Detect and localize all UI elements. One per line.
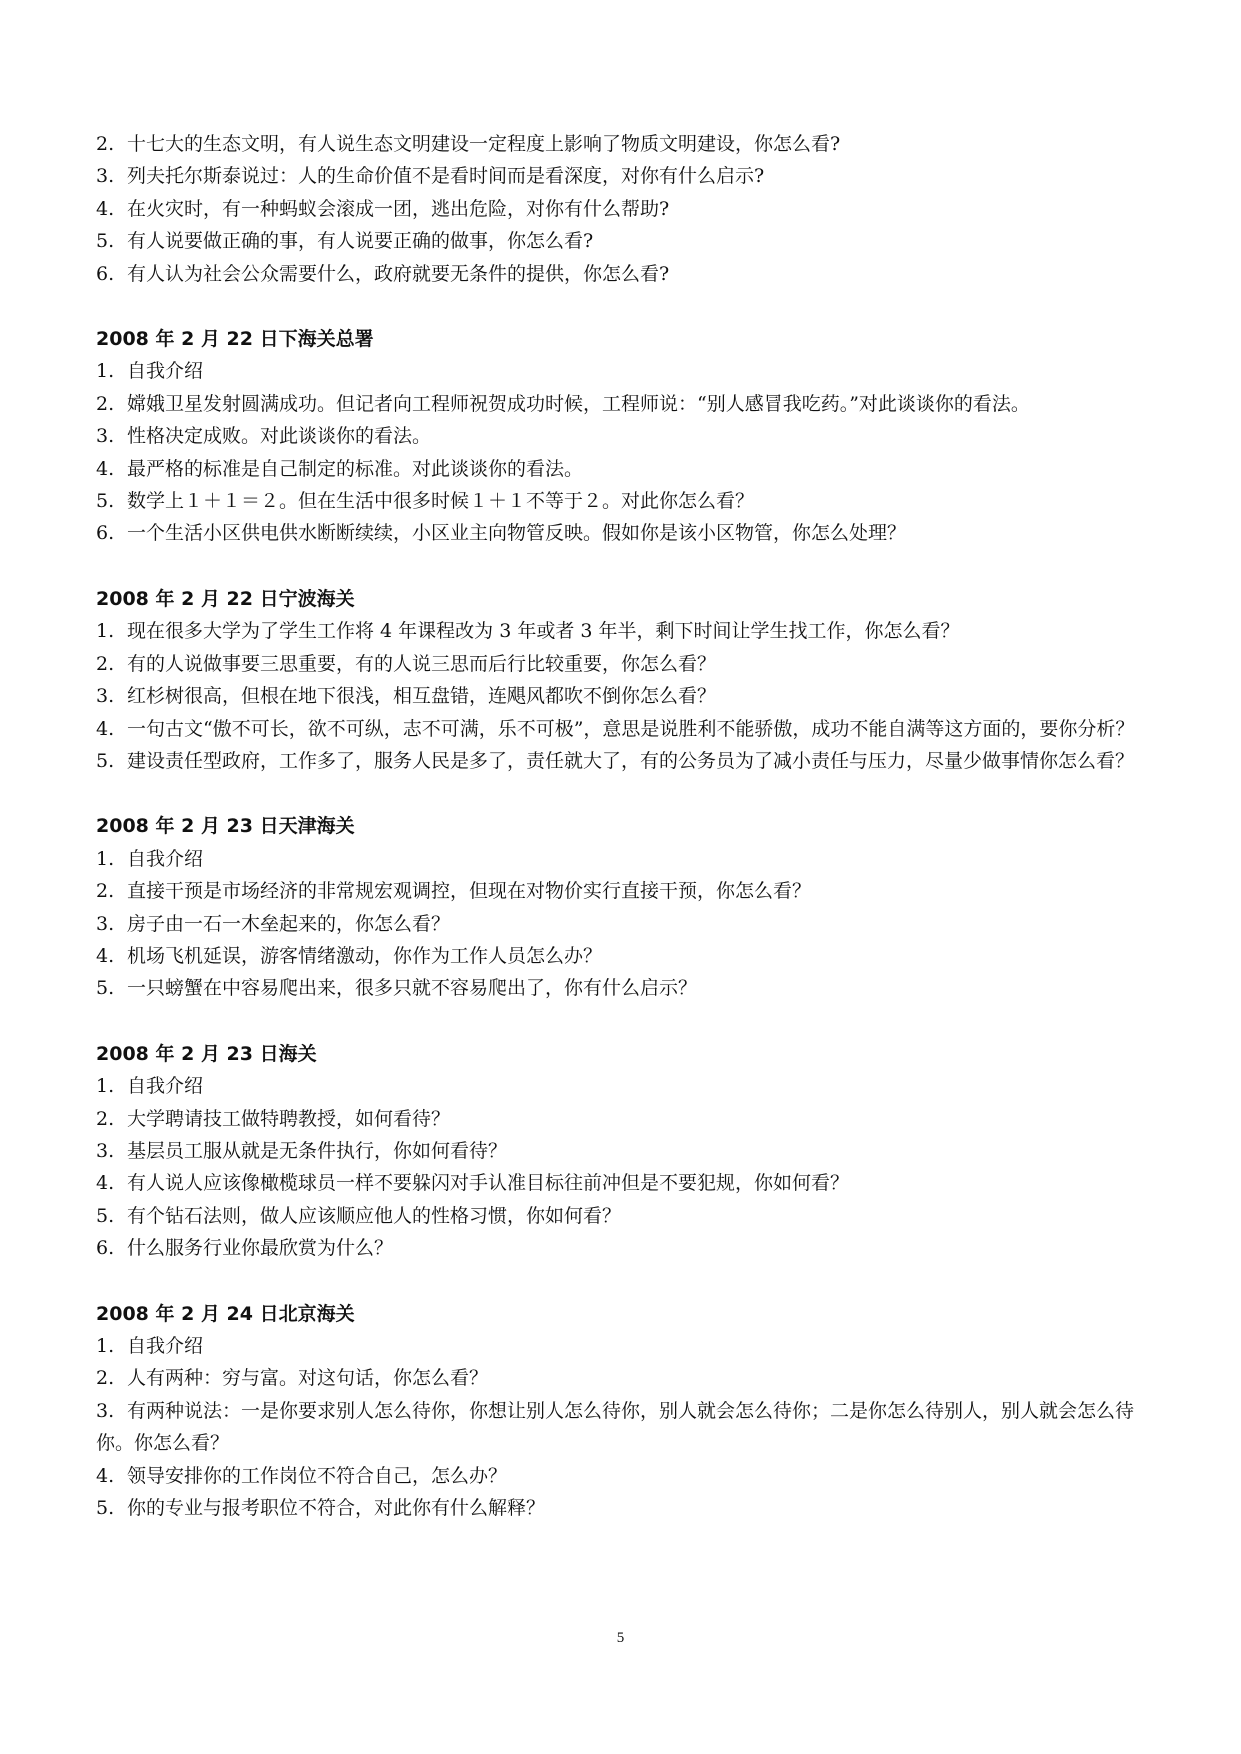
question-text: 嫦娥卫星发射圆满成功。但记者向工程师祝贺成功时候，工程师说：“别人感冒我吃药。”对此谈谈你的看法。 <box>127 392 1030 415</box>
question-section <box>96 583 1151 777</box>
question-number: 2. <box>96 880 115 903</box>
question-number: 5. <box>96 1497 115 1520</box>
question-text: 性格决定成败。对此谈谈你的看法。 <box>127 425 432 448</box>
question-text: 直接干预是市场经济的非常规宏观调控，但现在对物价实行直接干预，你怎么看？ <box>127 880 812 903</box>
question-text: 自我介绍 <box>127 360 204 383</box>
question-number: 6. <box>96 522 115 545</box>
question-item <box>96 843 1151 875</box>
section-heading: 2008 年 2 月 23 日海关 <box>96 1042 317 1065</box>
section-heading: 2008 年 2 月 22 日下海关总署 <box>96 328 374 351</box>
question-item <box>96 485 1151 517</box>
question-number: 3. <box>96 1139 115 1162</box>
document-body <box>96 128 1151 1557</box>
question-text: 现在很多大学为了学生工作将 4 年课程改为 3 年或者 3 年半，剩下时间让学生找工作，你怎么看？ <box>127 620 960 643</box>
question-item <box>96 1070 1151 1102</box>
question-text: 一句古文“傲不可长，欲不可纵，志不可满，乐不可极”，意思是说胜利不能骄傲，成功不能自满等这方面的，要你分析？ <box>127 717 1135 740</box>
question-item <box>96 680 1151 712</box>
question-text: 有人认为社会公众需要什么，政府就要无条件的提供，你怎么看? <box>127 262 670 285</box>
question-number: 4. <box>96 717 115 740</box>
question-item <box>96 420 1151 452</box>
question-item <box>96 940 1151 972</box>
question-number: 2. <box>96 392 115 415</box>
question-section <box>96 810 1151 1004</box>
question-item <box>96 517 1151 549</box>
question-number: 3. <box>96 912 115 935</box>
question-text: 房子由一石一木垒起来的，你怎么看？ <box>127 912 451 935</box>
question-item <box>96 128 1151 160</box>
question-number: 6. <box>96 1237 115 1260</box>
question-number: 3. <box>96 1399 115 1422</box>
question-item <box>96 355 1151 387</box>
question-text: 你的专业与报考职位不符合，对此你有什么解释？ <box>127 1497 546 1520</box>
question-item <box>96 160 1151 192</box>
question-text: 红杉树很高，但根在地下很浅，相互盘错，连飓风都吹不倒你怎么看？ <box>127 685 717 708</box>
question-number: 3. <box>96 425 115 448</box>
question-number: 5. <box>96 977 115 1000</box>
question-item <box>96 258 1151 290</box>
question-number: 5. <box>96 490 115 513</box>
question-text: 自我介绍 <box>127 847 204 870</box>
question-number: 2. <box>96 1367 115 1390</box>
question-text: 列夫托尔斯泰说过：人的生命价值不是看时间而是看深度，对你有什么启示? <box>127 165 765 188</box>
question-item <box>96 453 1151 485</box>
question-number: 5. <box>96 749 115 772</box>
question-number: 4. <box>96 1464 115 1487</box>
question-number: 4. <box>96 1172 115 1195</box>
section-heading: 2008 年 2 月 23 日天津海关 <box>96 815 355 838</box>
question-item <box>96 193 1151 225</box>
question-item <box>96 388 1151 420</box>
question-text: 在火灾时，有一种蚂蚁会滚成一团，逃出危险，对你有什么帮助? <box>127 197 670 220</box>
question-number: 1. <box>96 847 115 870</box>
question-section <box>96 1298 1151 1525</box>
question-number: 3. <box>96 685 115 708</box>
question-text: 什么服务行业你最欣赏为什么？ <box>127 1237 394 1260</box>
question-text: 一个生活小区供电供水断断续续，小区业主向物管反映。假如你是该小区物管，你怎么处理？ <box>127 522 907 545</box>
question-number: 6. <box>96 262 115 285</box>
question-number: 2. <box>96 1107 115 1130</box>
question-text: 大学聘请技工做特聘教授，如何看待？ <box>127 1107 451 1130</box>
section-heading: 2008 年 2 月 22 日宁波海关 <box>96 587 355 610</box>
page-number: 5 <box>616 1630 625 1646</box>
question-item <box>96 1362 1151 1394</box>
question-text: 领导安排你的工作岗位不符合自己，怎么办？ <box>127 1464 508 1487</box>
question-item <box>96 1200 1151 1232</box>
question-item <box>96 745 1151 777</box>
question-item <box>96 1460 1151 1492</box>
question-text: 基层员工服从就是无条件执行，你如何看待？ <box>127 1139 508 1162</box>
question-number: 1. <box>96 1075 115 1098</box>
question-section <box>96 128 1151 290</box>
question-text: 有个钻石法则，做人应该顺应他人的性格习惯，你如何看？ <box>127 1204 622 1227</box>
question-item <box>96 1135 1151 1167</box>
question-item <box>96 1167 1151 1199</box>
question-text: 数学上１＋１＝２。但在生活中很多时候１＋１不等于２。对此你怎么看？ <box>127 490 755 513</box>
question-number: 2. <box>96 133 115 155</box>
question-item <box>96 972 1151 1004</box>
question-number: 1. <box>96 1335 115 1357</box>
question-text: 人有两种：穷与富。对这句话，你怎么看？ <box>127 1367 489 1390</box>
question-section <box>96 323 1151 550</box>
question-text: 一只螃蟹在中容易爬出来，很多只就不容易爬出了，你有什么启示？ <box>127 977 698 1000</box>
question-item <box>96 1232 1151 1264</box>
section-heading: 2008 年 2 月 24 日北京海关 <box>96 1302 355 1325</box>
question-number: 4. <box>96 944 115 967</box>
question-item <box>96 615 1151 647</box>
question-number: 1. <box>96 360 115 383</box>
question-number: 5. <box>96 1204 115 1227</box>
question-text: 有人说人应该像橄榄球员一样不要躲闪对手认准目标往前冲但是不要犯规，你如何看？ <box>127 1172 850 1195</box>
question-section <box>96 1038 1151 1265</box>
question-text: 建设责任型政府，工作多了，服务人民是多了，责任就大了，有的公务员为了减小责任与压力，尽量少做事情你怎么看？ <box>127 749 1135 772</box>
question-text: 有人说要做正确的事，有人说要正确的做事，你怎么看? <box>127 230 594 253</box>
question-item <box>96 1103 1151 1135</box>
question-number: 5. <box>96 230 115 253</box>
question-number: 4. <box>96 457 115 480</box>
question-item <box>96 1330 1151 1362</box>
question-item <box>96 648 1151 680</box>
question-item <box>96 1492 1151 1524</box>
question-text: 十七大的生态文明，有人说生态文明建设一定程度上影响了物质文明建设，你怎么看? <box>127 133 841 155</box>
question-text: 自我介绍 <box>127 1335 204 1357</box>
question-item <box>96 1395 1151 1460</box>
question-number: 2. <box>96 652 115 675</box>
question-number: 3. <box>96 165 115 188</box>
question-item <box>96 713 1151 745</box>
question-item <box>96 225 1151 257</box>
question-number: 4. <box>96 197 115 220</box>
question-number: 1. <box>96 620 115 643</box>
question-text: 最严格的标准是自己制定的标准。对此谈谈你的看法。 <box>127 457 584 480</box>
question-text: 机场飞机延误，游客情绪激动，你作为工作人员怎么办？ <box>127 944 603 967</box>
question-text: 有的人说做事要三思重要，有的人说三思而后行比较重要，你怎么看？ <box>127 652 717 675</box>
question-text: 自我介绍 <box>127 1075 204 1098</box>
question-item <box>96 875 1151 907</box>
question-item <box>96 908 1151 940</box>
question-text: 有两种说法：一是你要求别人怎么待你，你想让别人怎么待你，别人就会怎么待你；二是你怎么待别人，别人就会怎么待你。你怎么看？ <box>96 1399 1135 1455</box>
